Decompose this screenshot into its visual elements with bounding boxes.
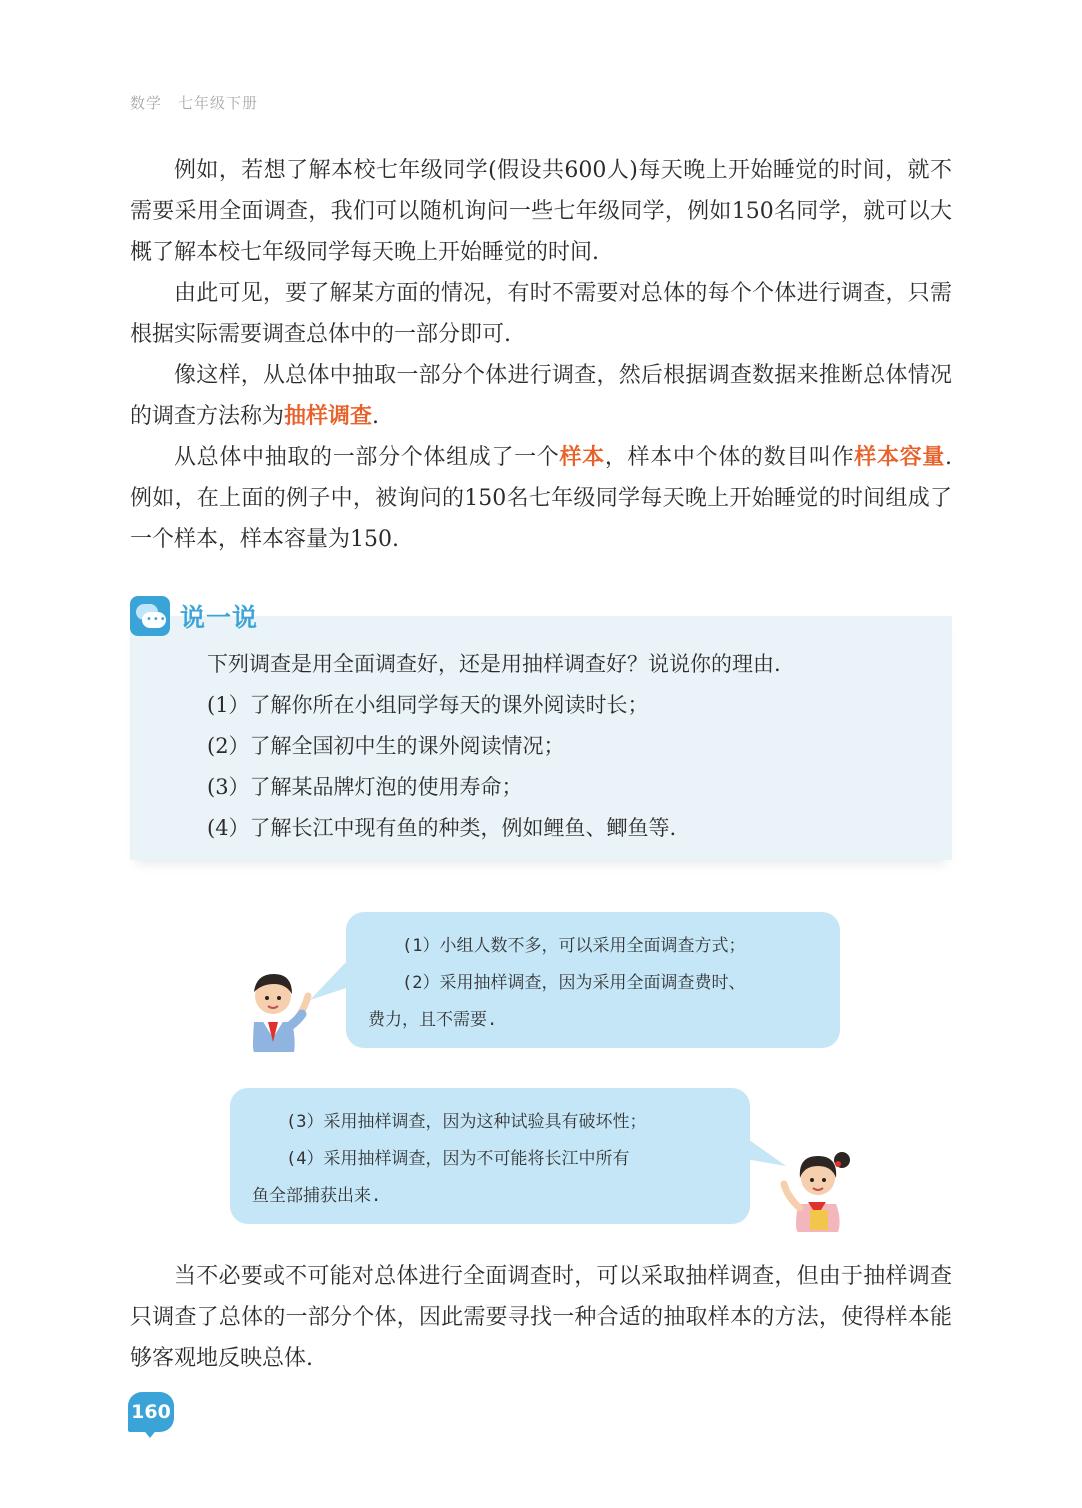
bubble-line: 鱼全部捕获出来. [252, 1186, 382, 1206]
bubble-line: (4）采用抽样调查，因为不可能将长江中所有 [286, 1149, 630, 1169]
page-number-tail [142, 1428, 158, 1438]
discuss-item: (4）了解长江中现有鱼的种类，例如鲤鱼、鲫鱼等. [207, 816, 677, 840]
discuss-header [130, 596, 276, 636]
closing-paragraph: 当不必要或不可能对总体进行全面调查时，可以采取抽样调查，但由于抽样调查只调查了总体的一部分个体，因此需要寻找一种合适的抽取样本的方法，使得样本能够客观地反映总体. [130, 1264, 952, 1371]
term-sampling-survey: 抽样调查 [284, 404, 373, 429]
intro-paragraphs [130, 150, 952, 560]
paragraph-example: 例如，若想了解本校七年级同学(假设共600人)每天晚上开始睡觉的时间，就不需要采用全面调查，我们可以随机询问一些七年级同学，例如150名同学，就可以大概了解本校七年级同学每天晚上开始睡觉的时间. [130, 158, 952, 265]
chat-bubbles-icon: ••• [130, 596, 170, 636]
paragraph-definition-sample: 从总体中抽取的一部分个体组成了一个样本，样本中个体的数目叫作样本容量. 例如，在上面的例子中，被询问的150名七年级同学每天晚上开始睡觉的时间组成了一个样本，样本容量为150. [130, 445, 952, 552]
discuss-item: (1）了解你所在小组同学每天的课外阅读时长； [207, 693, 649, 717]
header-grade: 七年级下册 [178, 94, 259, 112]
discuss-content [207, 644, 927, 849]
discuss-item: (2）了解全国初中生的课外阅读情况； [207, 734, 565, 758]
discuss-prompt: 下列调查是用全面调查好，还是用抽样调查好？说说你的理由. [207, 652, 781, 676]
bubble-line: (2）采用抽样调查，因为采用全面调查费时、 [402, 973, 746, 993]
page-number-badge: 160 [128, 1392, 174, 1432]
paragraph-conclusion: 由此可见，要了解某方面的情况，有时不需要对总体的每个个体进行调查，只需根据实际需要调查总体中的一部分即可. [130, 281, 952, 347]
bubble-line: (1）小组人数不多，可以采用全面调查方式； [402, 936, 746, 956]
header-subject: 数学 [130, 94, 163, 112]
girl-student-illustration [772, 1140, 862, 1232]
speech-bubble-boy [346, 912, 840, 1048]
discuss-item: (3）了解某品牌灯泡的使用寿命； [207, 775, 523, 799]
bubble-line: 费力，且不需要. [368, 1010, 498, 1030]
closing-paragraph-block [130, 1256, 952, 1379]
discuss-title: 说一说 [180, 603, 259, 632]
term-sample-size: 样本容量 [854, 445, 945, 470]
speech-bubble-girl [230, 1088, 750, 1224]
paragraph-definition-sampling: 像这样，从总体中抽取一部分个体进行调查，然后根据调查数据来推断总体情况的调查方法称为抽样调查. [130, 363, 952, 429]
term-sample: 样本 [559, 445, 605, 470]
bubble-line: (3）采用抽样调查，因为这种试验具有破坏性； [286, 1112, 647, 1132]
running-header [130, 92, 258, 113]
